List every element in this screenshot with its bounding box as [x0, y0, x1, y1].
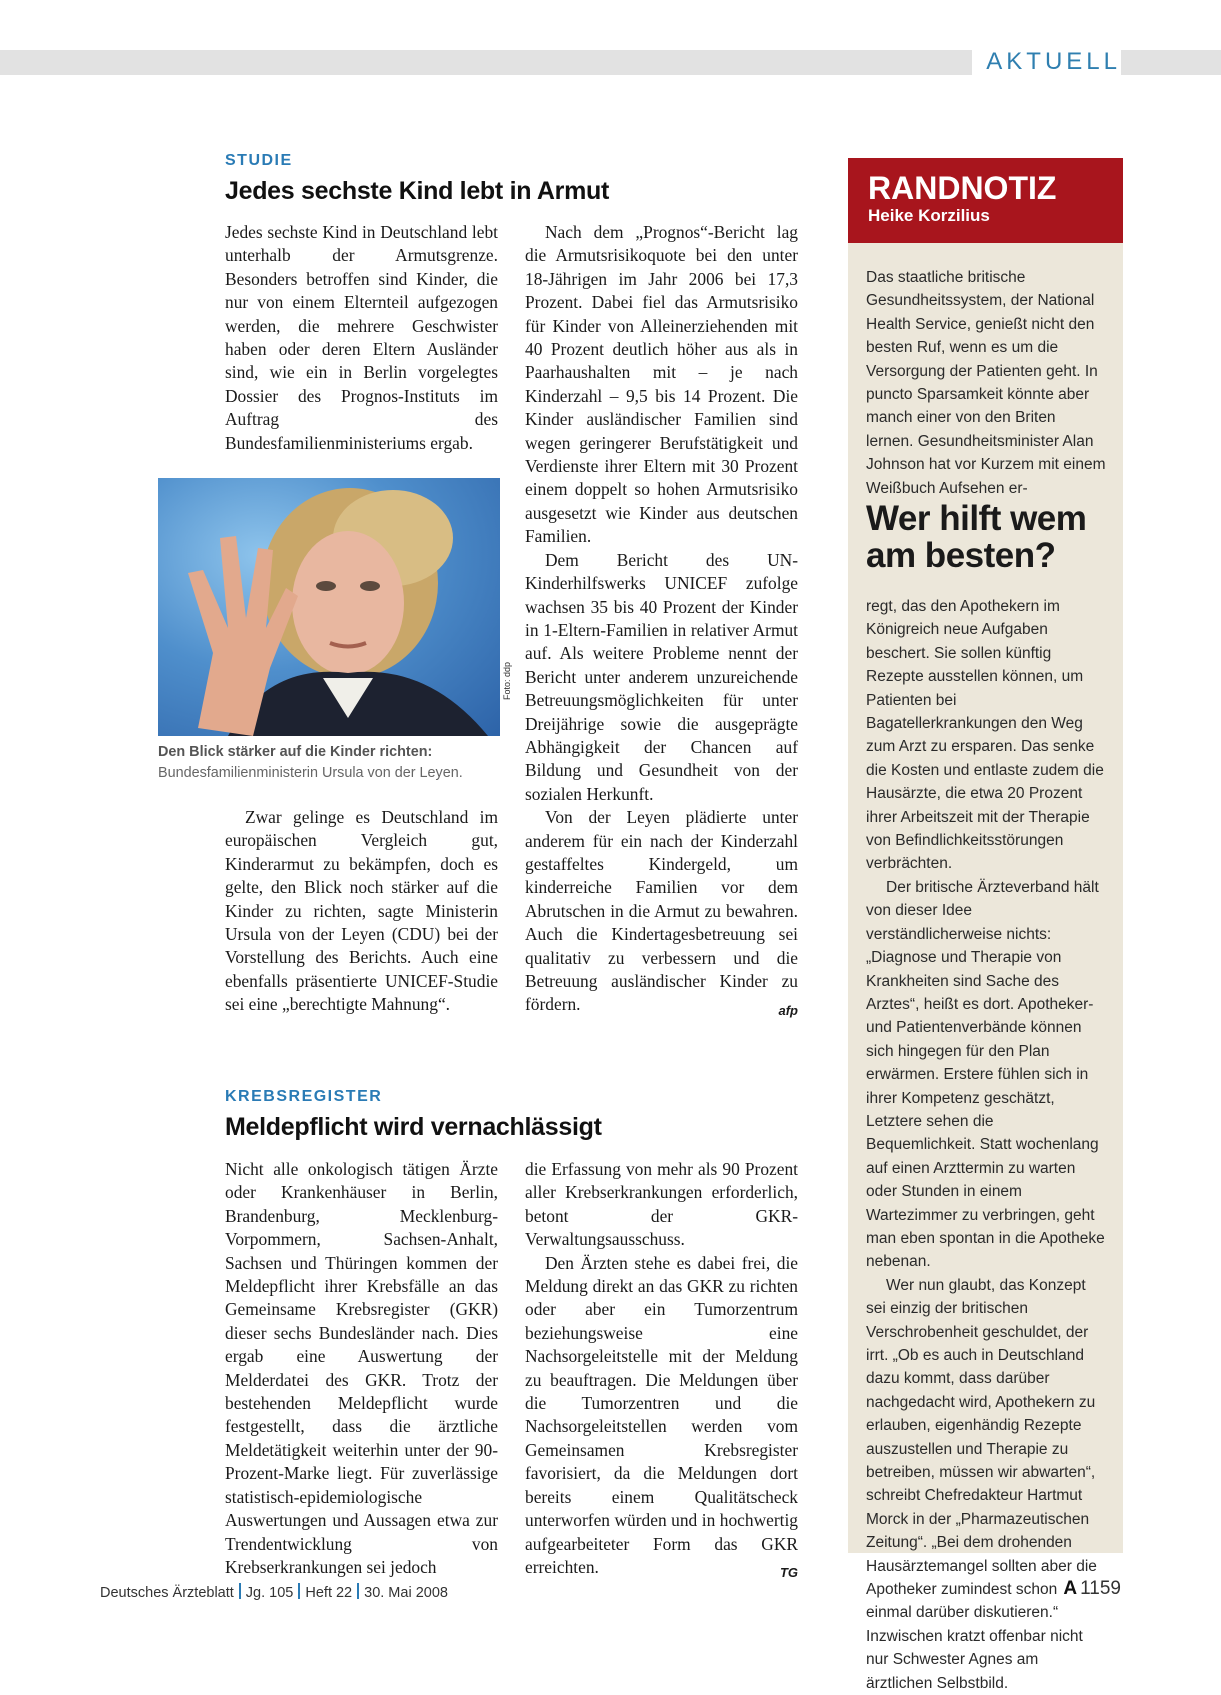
- photo-credit: Foto: ddp: [502, 661, 512, 700]
- article2-kicker: KREBSREGISTER: [225, 1088, 383, 1105]
- footer-journal: Deutsches Ärzteblatt: [100, 1585, 234, 1601]
- sidebar-header: [848, 158, 1123, 243]
- footer-issue: Heft 22: [305, 1585, 353, 1601]
- article1-paragraph: Von der Leyen plädierte unter anderem für ein nach der Kinderzahl gestaffeltes Kindergeld, um kinderreiche Familien vor dem Abrutschen in die Armut zu bewahren. Auch die Kindertagesbetreuung sei qualitativ zu verbessern und die Betreuung ausländischer Kinder zu fördern.: [525, 807, 798, 1015]
- article1-paragraph: Dem Bericht des UN-Kinderhilfswerks UNICEF zufolge wachsen 35 bis 40 Prozent der Kinder in 1-Eltern-Familien in relativer Armut auf. Als weitere Probleme nennt der Bericht unter anderem unzureichende Betreuungsmöglichkeiten für unter Dreijährige sowie die ausgeprägte Abhängigkeit der Chancen auf Bildung und Gesundheit von der sozialen Herkunft.: [525, 549, 798, 804]
- article2-paragraph: Nicht alle onkologisch tätigen Ärzte oder Krankenhäuser in Berlin, Brandenburg, Mecklenburg-Vorpommern, Sachsen-Anhalt, Sachsen und Thüringen kommen der Meldepflicht ihrer Krebsfälle an das Gemeinsame Krebsregister (GKR) dieser sechs Bundesländer nach. Dies ergab eine Auswertung der Melderdatei des GKR. Trotz der bestehenden Meldepflicht wurde festgestellt, dass die ärztliche Meldetätigkeit weiterhin unter der 90-Prozent-Marke liegt. Für zuverlässige statistisch-epidemiologische Auswertungen und Aussagen etwa zur Trendentwicklung von Krebserkrankungen sei jedoch: [225, 1159, 498, 1577]
- article2-headline: Meldepflicht wird vernachlässigt: [225, 1113, 602, 1141]
- article1-col1-bottom: [225, 806, 498, 1017]
- article1-paragraph: Nach dem „Prognos“-Bericht lag die Armutsrisikoquote bei den unter 18-Jährigen im Jahr 2006 bei 17,3 Prozent. Dabei fiel das Armutsrisiko für Kinder von Alleinerziehenden mit 40 Prozent deutlich höher aus als in Paarhaushalten mit – je nach Kinderzahl – 9,5 bis 14 Prozent. Die Kinder ausländischer Familien sind wegen geringerer Berufstätigkeit und Verdienste ihrer Eltern mit 30 Prozent einem doppelt so hohen Armutsrisiko ausgesetzt wie Kinder aus deutschen Familien.: [525, 222, 798, 547]
- sidebar-headline: Wer hilft wem am besten?: [866, 499, 1087, 575]
- footer-date: 30. Mai 2008: [364, 1585, 448, 1601]
- article1-col1-top: [225, 221, 498, 455]
- page-number: [1063, 1578, 1121, 1600]
- article1-paragraph: Jedes sechste Kind in Deutschland lebt unterhalb der Armutsgrenze. Besonders betroffen sind Kinder, die nur von einem Elternteil aufgezogen werden, die mehrere Geschwister haben oder deren Eltern Ausländer sind, wie ein in Berlin vorgelegtes Dossier des Prognos-Instituts im Auftrag des Bundesfamilienministeriums ergab.: [225, 222, 498, 453]
- sidebar-author: Heike Korzilius: [868, 206, 990, 225]
- photo-caption: [158, 742, 503, 784]
- footer-separator: [298, 1583, 300, 1599]
- sidebar-paragraph: Das staatliche britische Gesundheitssystem, der National Health Service, genießt nicht den besten Ruf, wenn es um die Versorgung der Patienten geht. In puncto Sparsamkeit könnte aber manch einer von den Briten lernen. Gesundheitsminister Alan Johnson hat vor Kurzem mit einem Weißbuch Aufsehen er-: [866, 269, 1106, 497]
- article2-signature: TG: [779, 1565, 798, 1581]
- footer-separator: [357, 1583, 359, 1599]
- article2-paragraph: die Erfassung von mehr als 90 Prozent aller Krebserkrankungen erforderlich, betont der GKR-Verwaltungsausschuss.: [525, 1159, 798, 1250]
- sidebar-paragraph: Wer nun glaubt, das Konzept sei einzig der britischen Verschrobenheit geschuldet, der irrt. „Ob es auch in Deutschland dazu kommt, dass darüber nachgedacht wird, Apothekern zu erlauben, eigenhändig Rezepte auszustellen und Therapie zu betreiben, müssen wir abwarten“, schreibt Chefredakteur Hartmut Morck in der „Pharmazeutischen Zeitung“. „Bei dem drohenden Hausärztemangel sollten aber die Apotheker zumindest schon einmal darüber diskutieren.“ Inzwischen kratzt offenbar nicht nur Schwester Agnes am ärztlichen Selbstbild.: [866, 1276, 1097, 1692]
- sidebar-title: RANDNOTIZ: [868, 170, 1057, 206]
- sidebar-paragraph: Der britische Ärzteverband hält von dieser Idee verständlicherweise nichts: „Diagnose und Therapie von Krankheiten sind Sache des Arztes“, heißt es dort. Apotheker- und Patientenverbände können sich hingegen für den Plan erwärmen. Erstere fühlen sich in ihrer Kompetenz geschätzt, Letztere sehen die Bequemlichkeit. Statt wochenlang auf einen Arzttermin zu warten oder Stunden in einem Wartezimmer zu verbringen, geht man eben spontan in die Apotheke nebenan.: [866, 878, 1105, 1271]
- sidebar-body: [866, 595, 1106, 1695]
- article1-headline: Jedes sechste Kind lebt in Armut: [225, 177, 610, 205]
- article2-paragraph: Den Ärzten stehe es dabei frei, die Meldung direkt an das GKR zu richten oder aber ein Tumorzentrum beziehungsweise eine Nachsorgeleitstelle mit der Meldung zu beauftragen. Die Meldungen über die Tumorzentren und die Nachsorgeleitstellen werden vom Gemeinsamen Krebsregister favorisiert, da die Meldungen dort bereits einem Qualitätscheck unterworfen würden und in hochwertig aufgearbeiteter Form das GKR erreichten.: [525, 1252, 798, 1577]
- portrait-image: [158, 478, 500, 736]
- caption-text: Bundesfamilienministerin Ursula von der Leyen.: [158, 765, 463, 781]
- section-label: AKTUELL: [972, 46, 1121, 78]
- footer-citation: [100, 1583, 448, 1601]
- article1-signature: afp: [778, 1002, 798, 1018]
- footer-volume: Jg. 105: [245, 1585, 294, 1601]
- sidebar-paragraph: regt, das den Apothekern im Königreich neue Aufgaben beschert. Sie sollen künftig Rezepte ausstellen können, um Patienten bei Bagatellerkrankungen den Weg zum Arzt zu ersparen. Das senke die Kosten und entlaste zudem die Hausärzte, die etwa 20 Prozent ihrer Arbeitszeit mit der Therapie von Befindlichkeitsstörungen verbrächten.: [866, 598, 1104, 873]
- article1-paragraph: Zwar gelinge es Deutschland im europäischen Vergleich gut, Kinderarmut zu bekämpfen, doch es gelte, den Blick noch stärker auf die Kinder zu richten, sagte Ministerin Ursula von der Leyen (CDU) bei der Vorstellung des Berichts. Auch eine ebenfalls präsentierte UNICEF-Studie sei eine „berechtigte Mahnung“.: [225, 807, 498, 1015]
- article1-kicker: STUDIE: [225, 152, 293, 169]
- article2-col2: [525, 1158, 798, 1585]
- footer-separator: [239, 1583, 241, 1599]
- caption-bold: Den Blick stärker auf die Kinder richten:: [158, 744, 433, 760]
- page-number-value: 1159: [1080, 1578, 1121, 1599]
- article1-col2: [525, 221, 798, 1022]
- page-prefix: A: [1063, 1578, 1078, 1599]
- sidebar-intro: [866, 266, 1106, 500]
- article2-col1: [225, 1158, 498, 1579]
- article1-photo: [158, 478, 500, 736]
